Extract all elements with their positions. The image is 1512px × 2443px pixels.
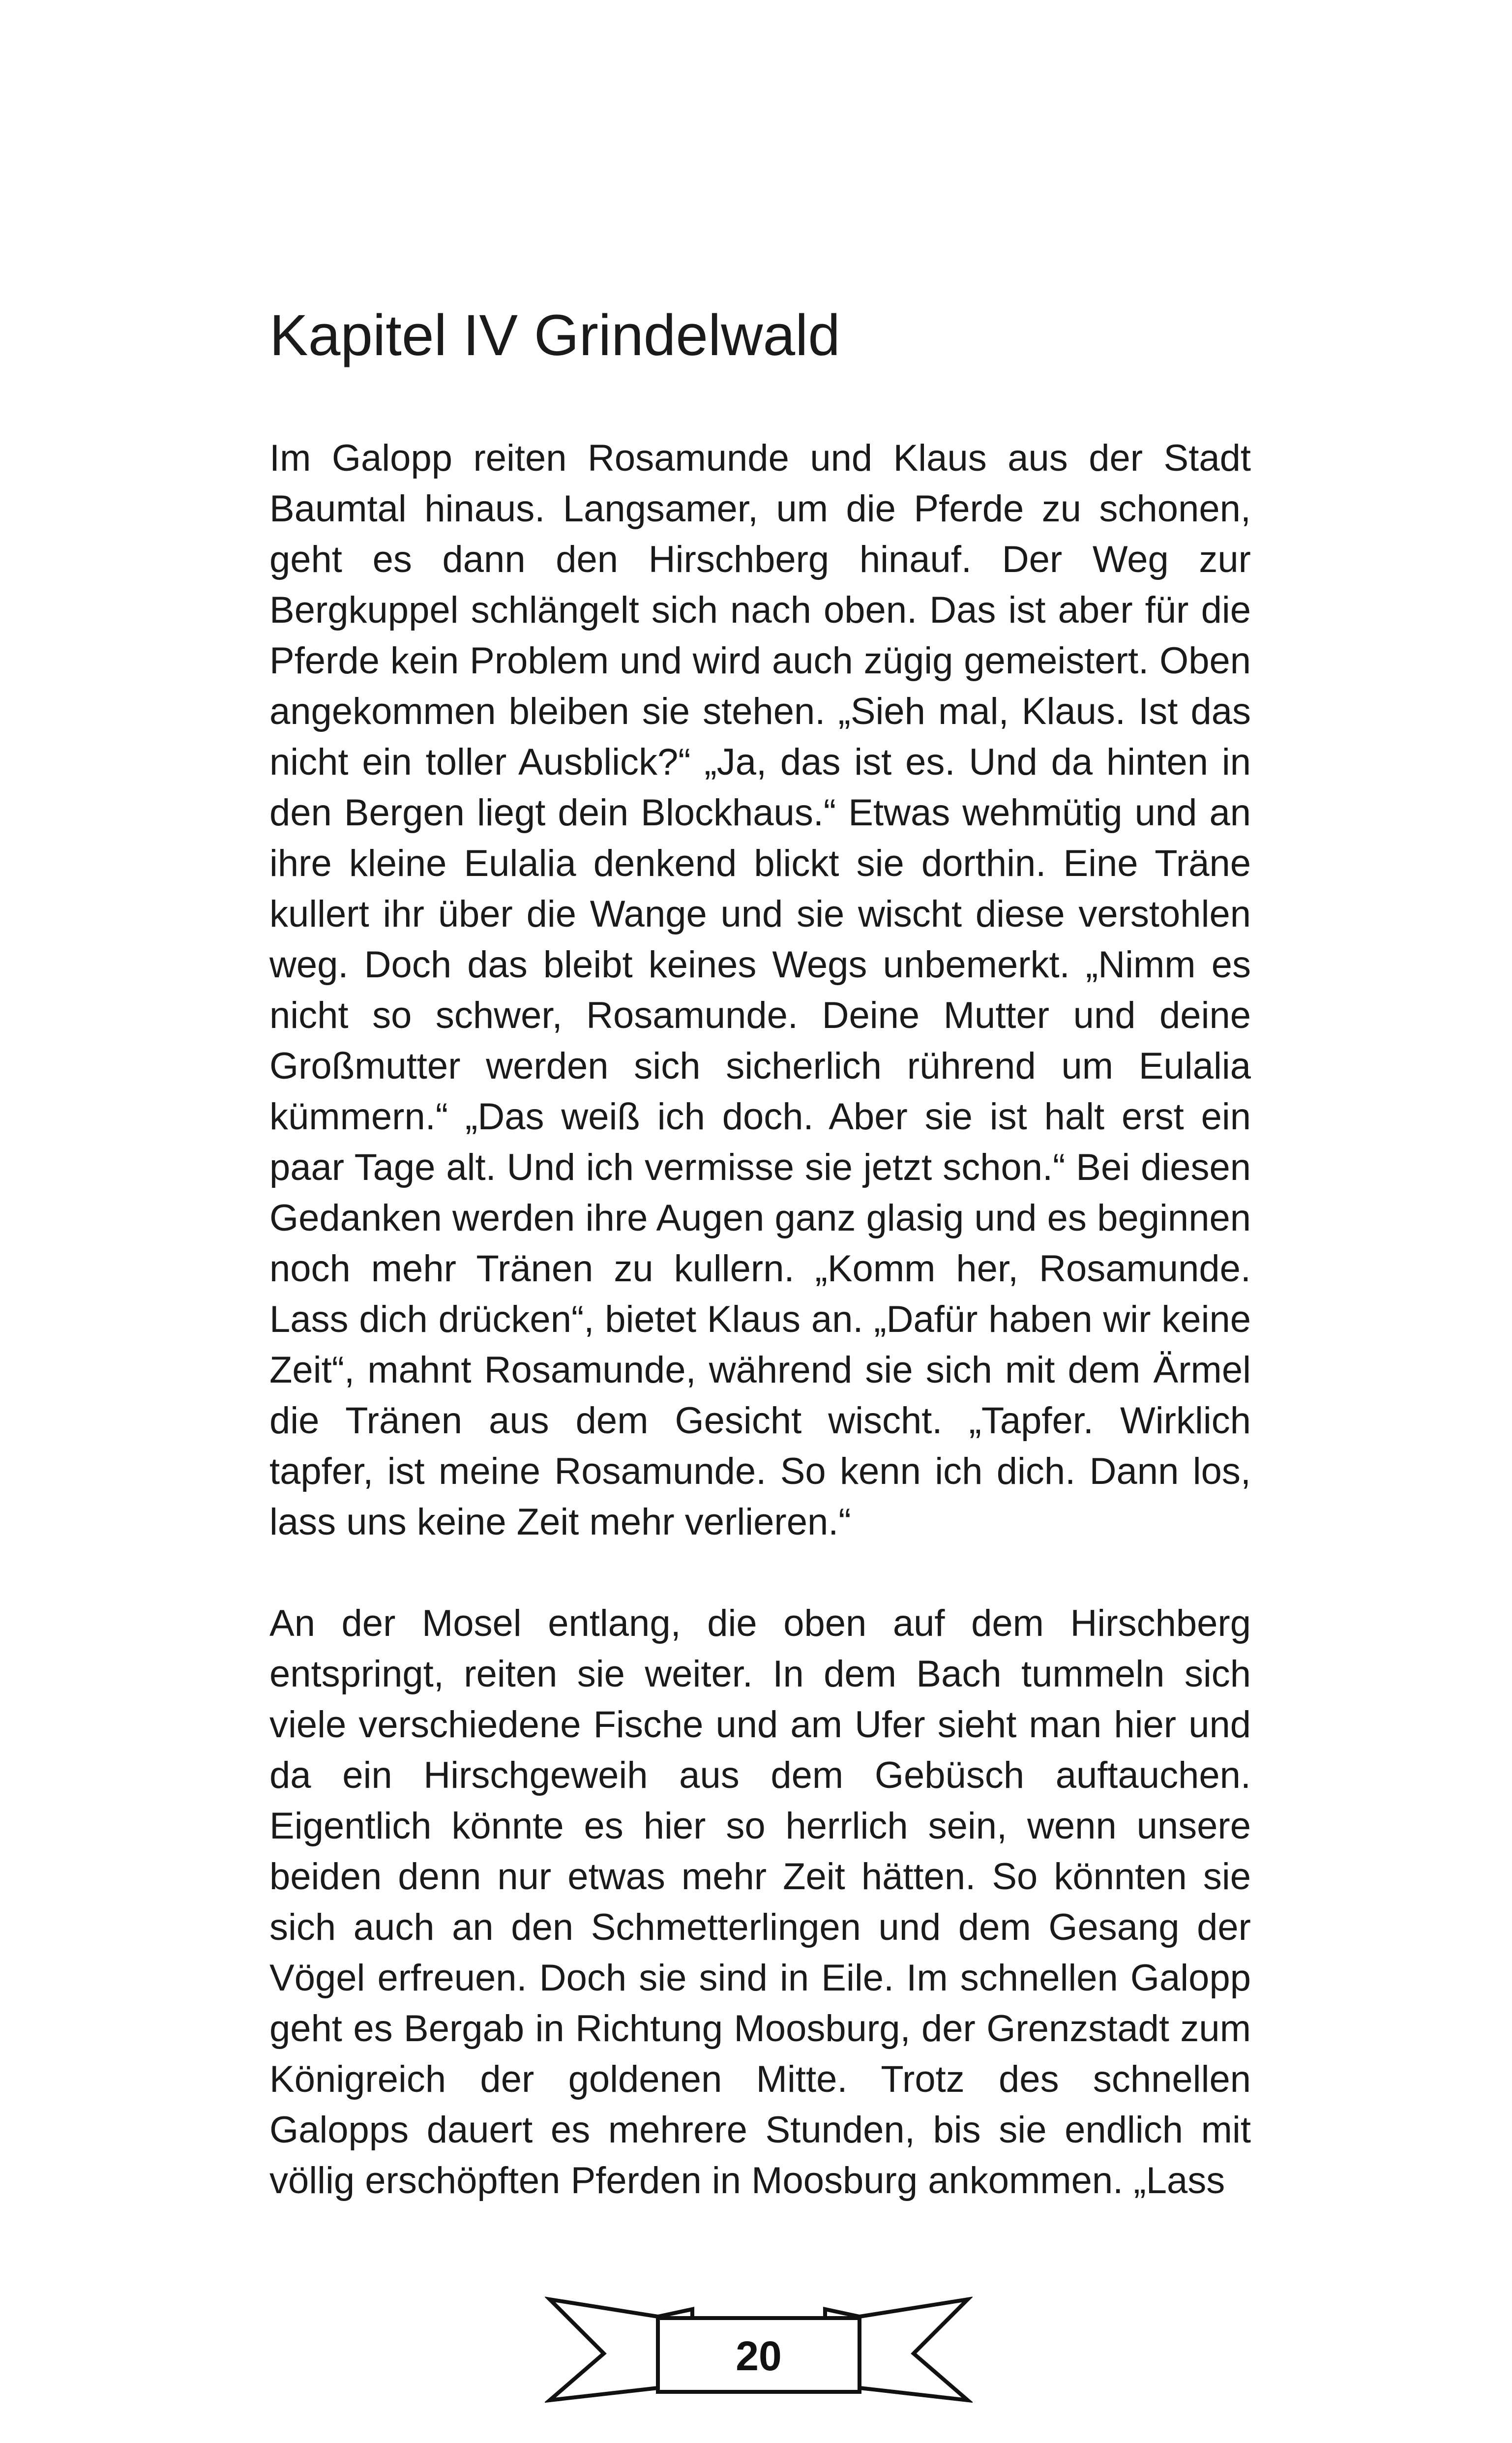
chapter-body: [269, 433, 1251, 2206]
paragraph-2: An der Mosel entlang, die oben auf dem Hirschberg entspringt, reiten sie weiter. In dem Bach tummeln sich viele verschiedene Fische und am Ufer sieht man hier und da ein Hirschgeweih aus dem Gebüsch auftauchen. Eigentlich könnte es hier so herrlich sein, wenn unsere beiden denn nur etwas mehr Zeit hätten. So könnten sie sich auch an den Schmetterlingen und dem Gesang der Vögel erfreuen. Doch sie sind in Eile. Im schnellen Galopp geht es Bergab in Richtung Moosburg, der Grenzstadt zum Königreich der goldenen Mitte. Trotz des schnellen Galopps dauert es mehrere Stunden, bis sie endlich mit völlig erschöpften Pferden in Moosburg ankommen. „Lass: [269, 1602, 1251, 2202]
paragraph-1: Im Galopp reiten Rosamunde und Klaus aus der Stadt Baumtal hinaus. Langsamer, um die Pferde zu schonen, geht es dann den Hirschberg hinauf. Der Weg zur Bergkuppel schlängelt sich nach oben. Das ist aber für die Pferde kein Problem und wird auch zügig gemeistert. Oben angekommen bleiben sie stehen. „Sieh mal, Klaus. Ist das nicht ein toller Ausblick?“ „Ja, das ist es. Und da hinten in den Bergen liegt dein Blockhaus.“ Etwas wehmütig und an ihre kleine Eulalia denkend blickt sie dorthin. Eine Träne kullert ihr über die Wange und sie wischt diese verstohlen weg. Doch das bleibt keines Wegs unbemerkt. „Nimm es nicht so schwer, Rosamunde. Deine Mutter und deine Großmutter werden sich sicherlich rührend um Eulalia kümmern.“ „Das weiß ich doch. Aber sie ist halt erst ein paar Tage alt. Und ich vermisse sie jetzt schon.“ Bei diesen Gedanken werden ihre Augen ganz glasig und es beginnen noch mehr Tränen zu kullern. „Komm her, Rosamunde. Lass dich drücken“, bietet Klaus an. „Dafür haben wir keine Zeit“, mahnt Rosamunde, während sie sich mit dem Ärmel die Tränen aus dem Gesicht wischt. „Tapfer. Wirklich tapfer, ist meine Rosamunde. So kenn ich dich. Dann los, lass uns keine Zeit mehr verlieren.“: [269, 437, 1251, 1543]
page-number-banner: [545, 2290, 973, 2417]
page-number: 20: [736, 2333, 782, 2379]
chapter-title: Kapitel IV Grindelwald: [269, 303, 840, 368]
